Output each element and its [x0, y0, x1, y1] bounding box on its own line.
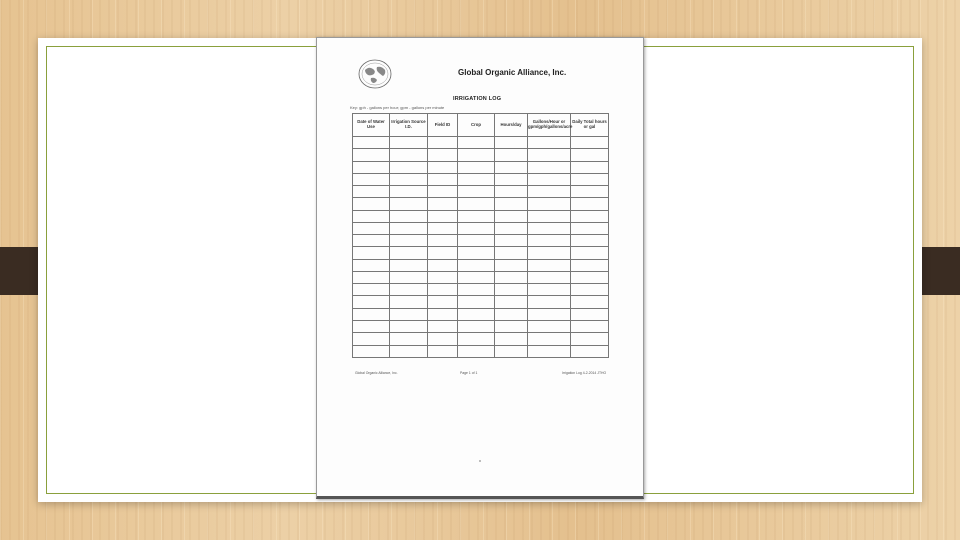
table-cell [495, 271, 528, 283]
table-cell [390, 247, 428, 259]
table-cell [428, 210, 458, 222]
table-cell [428, 345, 458, 357]
scan-speck [479, 460, 481, 462]
col-header: Daily Total hours or gal [571, 114, 609, 137]
table-row [353, 271, 609, 283]
table-cell [390, 222, 428, 234]
table-row [353, 247, 609, 259]
table-cell [458, 259, 495, 271]
table-cell [571, 235, 609, 247]
col-header: Field ID [428, 114, 458, 137]
table-cell [428, 247, 458, 259]
table-row [353, 198, 609, 210]
table-cell [495, 137, 528, 149]
table-row [353, 173, 609, 185]
col-header: Irrigation Source I.D. [390, 114, 428, 137]
table-cell [528, 222, 571, 234]
table-cell [353, 284, 390, 296]
table-cell [458, 333, 495, 345]
company-name: Global Organic Alliance, Inc. [458, 68, 567, 77]
table-cell [495, 210, 528, 222]
table-cell [353, 210, 390, 222]
table-row [353, 345, 609, 357]
table-cell [353, 345, 390, 357]
table-cell [528, 235, 571, 247]
footer-left: Global Organic Alliance, Inc. [355, 371, 398, 375]
table-cell [571, 149, 609, 161]
table-cell [571, 259, 609, 271]
table-cell [571, 320, 609, 332]
table-header-row [353, 114, 609, 137]
table-row [353, 222, 609, 234]
table-cell [390, 308, 428, 320]
table-cell [528, 320, 571, 332]
table-row [353, 296, 609, 308]
table-row [353, 149, 609, 161]
table-cell [495, 308, 528, 320]
table-cell [390, 235, 428, 247]
table-cell [353, 235, 390, 247]
table-cell [353, 222, 390, 234]
table-cell [528, 198, 571, 210]
table-row [353, 137, 609, 149]
table-cell [458, 210, 495, 222]
table-cell [528, 345, 571, 357]
table-cell [390, 210, 428, 222]
table-cell [458, 320, 495, 332]
table-cell [458, 186, 495, 198]
col-header: Date of Water Use [353, 114, 390, 137]
table-cell [390, 149, 428, 161]
table-cell [495, 247, 528, 259]
table-row [353, 161, 609, 173]
table-cell [390, 284, 428, 296]
table-cell [458, 345, 495, 357]
table-cell [495, 235, 528, 247]
table-cell [495, 222, 528, 234]
table-cell [353, 149, 390, 161]
table-cell [353, 247, 390, 259]
table-cell [528, 296, 571, 308]
table-cell [428, 149, 458, 161]
table-cell [528, 161, 571, 173]
table-cell [528, 149, 571, 161]
table-cell [353, 271, 390, 283]
table-cell [528, 333, 571, 345]
table-cell [571, 296, 609, 308]
footer-page: Page 1 of 1 [460, 371, 478, 375]
table-cell [571, 247, 609, 259]
table-cell [353, 198, 390, 210]
table-cell [390, 186, 428, 198]
table-cell [428, 198, 458, 210]
table-cell [458, 137, 495, 149]
table-cell [495, 345, 528, 357]
table-cell [458, 161, 495, 173]
table-cell [571, 222, 609, 234]
table-cell [390, 320, 428, 332]
table-cell [495, 173, 528, 185]
scanned-document [316, 37, 644, 499]
table-cell [458, 222, 495, 234]
table-cell [458, 235, 495, 247]
table-cell [495, 186, 528, 198]
table-cell [428, 271, 458, 283]
table-cell [428, 186, 458, 198]
table-cell [428, 137, 458, 149]
table-cell [390, 137, 428, 149]
table-cell [458, 198, 495, 210]
table-cell [353, 161, 390, 173]
table-cell [571, 284, 609, 296]
table-cell [495, 320, 528, 332]
footer-right: Irrigation Log 4-2-2014 JTHO [562, 371, 607, 375]
table-cell [353, 296, 390, 308]
table-cell [390, 296, 428, 308]
table-cell [353, 186, 390, 198]
table-cell [428, 333, 458, 345]
table-cell [390, 271, 428, 283]
table-row [353, 333, 609, 345]
table-row [353, 308, 609, 320]
table-row [353, 284, 609, 296]
table-cell [428, 320, 458, 332]
table-cell [528, 271, 571, 283]
table-cell [428, 222, 458, 234]
table-cell [495, 296, 528, 308]
col-header: Gallons/Hour or gpm/gph/gallons/acre [528, 114, 571, 137]
table-cell [571, 345, 609, 357]
table-row [353, 235, 609, 247]
table-cell [571, 271, 609, 283]
table-cell [390, 198, 428, 210]
table-cell [390, 173, 428, 185]
table-cell [353, 320, 390, 332]
col-header: Hours/day [495, 114, 528, 137]
table-cell [495, 333, 528, 345]
key-line: Key: gph - gallons per hour; gpm - gallons per minute [350, 105, 445, 110]
col-header: Crop [458, 114, 495, 137]
table-cell [428, 308, 458, 320]
table-cell [390, 333, 428, 345]
table-cell [571, 173, 609, 185]
table-cell [428, 284, 458, 296]
table-cell [571, 210, 609, 222]
table-cell [458, 284, 495, 296]
table-cell [428, 161, 458, 173]
table-cell [353, 333, 390, 345]
table-cell [571, 333, 609, 345]
table-cell [571, 186, 609, 198]
table-cell [458, 308, 495, 320]
table-cell [458, 149, 495, 161]
table-cell [528, 308, 571, 320]
table-cell [528, 247, 571, 259]
table-cell [495, 161, 528, 173]
table-cell [390, 259, 428, 271]
table-cell [495, 259, 528, 271]
table-cell [428, 235, 458, 247]
table-cell [528, 173, 571, 185]
irrigation-log-table [352, 113, 609, 358]
table-cell [571, 198, 609, 210]
table-cell [428, 173, 458, 185]
table-cell [528, 186, 571, 198]
table-cell [428, 259, 458, 271]
table-cell [428, 296, 458, 308]
table-cell [458, 271, 495, 283]
table-cell [353, 137, 390, 149]
table-cell [458, 247, 495, 259]
table-cell [528, 284, 571, 296]
table-cell [571, 161, 609, 173]
table-cell [390, 345, 428, 357]
table-cell [528, 210, 571, 222]
table-cell [528, 259, 571, 271]
table-cell [495, 284, 528, 296]
table-cell [458, 173, 495, 185]
table-cell [571, 137, 609, 149]
table-cell [353, 308, 390, 320]
table-row [353, 210, 609, 222]
table-row [353, 186, 609, 198]
table-cell [495, 198, 528, 210]
globe-logo-icon [357, 58, 393, 90]
table-cell [495, 149, 528, 161]
table-cell [571, 308, 609, 320]
table-row [353, 320, 609, 332]
table-cell [353, 259, 390, 271]
table-cell [390, 161, 428, 173]
table-cell [458, 296, 495, 308]
table-row [353, 259, 609, 271]
table-cell [528, 137, 571, 149]
log-title: IRRIGATION LOG [453, 96, 502, 102]
table-cell [353, 173, 390, 185]
